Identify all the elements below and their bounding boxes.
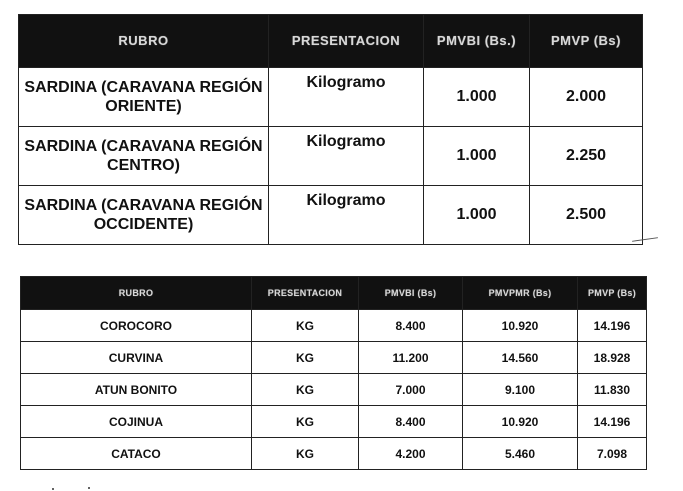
cell-pmvp: 18.928 <box>578 342 647 374</box>
cell-rubro: ATUN BONITO <box>21 374 252 406</box>
table-row <box>19 68 643 127</box>
header-presentacion: PRESENTACION <box>252 277 359 310</box>
scan-mark <box>88 487 90 489</box>
header-pmvp: PMVP (Bs) <box>578 277 647 310</box>
cell-pmvp: 14.196 <box>578 406 647 438</box>
cell-pmvpmr: 5.460 <box>463 438 578 470</box>
table-header-row <box>19 15 643 68</box>
cell-pmvbi: 7.000 <box>359 374 463 406</box>
cell-presentacion: KG <box>252 342 359 374</box>
table-row <box>19 186 643 245</box>
price-table-sardina <box>18 14 643 245</box>
cell-presentacion: Kilogramo <box>269 127 424 186</box>
cell-presentacion: KG <box>252 406 359 438</box>
cell-presentacion: Kilogramo <box>269 68 424 127</box>
cell-pmvpmr: 14.560 <box>463 342 578 374</box>
cell-pmvp: 2.500 <box>530 186 643 245</box>
header-rubro: RUBRO <box>21 277 252 310</box>
header-pmvpmr: PMVPMR (Bs) <box>463 277 578 310</box>
cell-pmvbi: 1.000 <box>424 68 530 127</box>
cell-rubro: COROCORO <box>21 310 252 342</box>
table-row <box>21 310 647 342</box>
cell-presentacion: KG <box>252 374 359 406</box>
cell-rubro: CATACO <box>21 438 252 470</box>
cell-pmvbi: 11.200 <box>359 342 463 374</box>
cell-pmvp: 2.000 <box>530 68 643 127</box>
header-pmvbi: PMVBI (Bs) <box>359 277 463 310</box>
scan-mark <box>52 488 54 490</box>
header-rubro: RUBRO <box>19 15 269 68</box>
header-pmvp: PMVP (Bs) <box>530 15 643 68</box>
cell-pmvp: 14.196 <box>578 310 647 342</box>
table-row <box>21 374 647 406</box>
cell-pmvp: 7.098 <box>578 438 647 470</box>
header-presentacion: PRESENTACION <box>269 15 424 68</box>
header-pmvbi: PMVBI (Bs.) <box>424 15 530 68</box>
cell-rubro: SARDINA (CARAVANA REGIÓN OCCIDENTE) <box>19 186 269 245</box>
price-table-fish <box>20 276 647 470</box>
table-header-row <box>21 277 647 310</box>
cell-pmvbi: 1.000 <box>424 186 530 245</box>
cell-pmvpmr: 9.100 <box>463 374 578 406</box>
cell-pmvbi: 8.400 <box>359 406 463 438</box>
cell-pmvbi: 1.000 <box>424 127 530 186</box>
cell-rubro: SARDINA (CARAVANA REGIÓN ORIENTE) <box>19 68 269 127</box>
cell-presentacion: Kilogramo <box>269 186 424 245</box>
table-row <box>21 438 647 470</box>
cell-pmvp: 2.250 <box>530 127 643 186</box>
table-row <box>19 127 643 186</box>
cell-pmvbi: 8.400 <box>359 310 463 342</box>
cell-pmvpmr: 10.920 <box>463 310 578 342</box>
cell-rubro: COJINUA <box>21 406 252 438</box>
cell-rubro: SARDINA (CARAVANA REGIÓN CENTRO) <box>19 127 269 186</box>
table-row <box>21 406 647 438</box>
table-row <box>21 342 647 374</box>
cell-pmvpmr: 10.920 <box>463 406 578 438</box>
cell-rubro: CURVINA <box>21 342 252 374</box>
cell-presentacion: KG <box>252 310 359 342</box>
cell-pmvp: 11.830 <box>578 374 647 406</box>
cell-presentacion: KG <box>252 438 359 470</box>
cell-pmvbi: 4.200 <box>359 438 463 470</box>
